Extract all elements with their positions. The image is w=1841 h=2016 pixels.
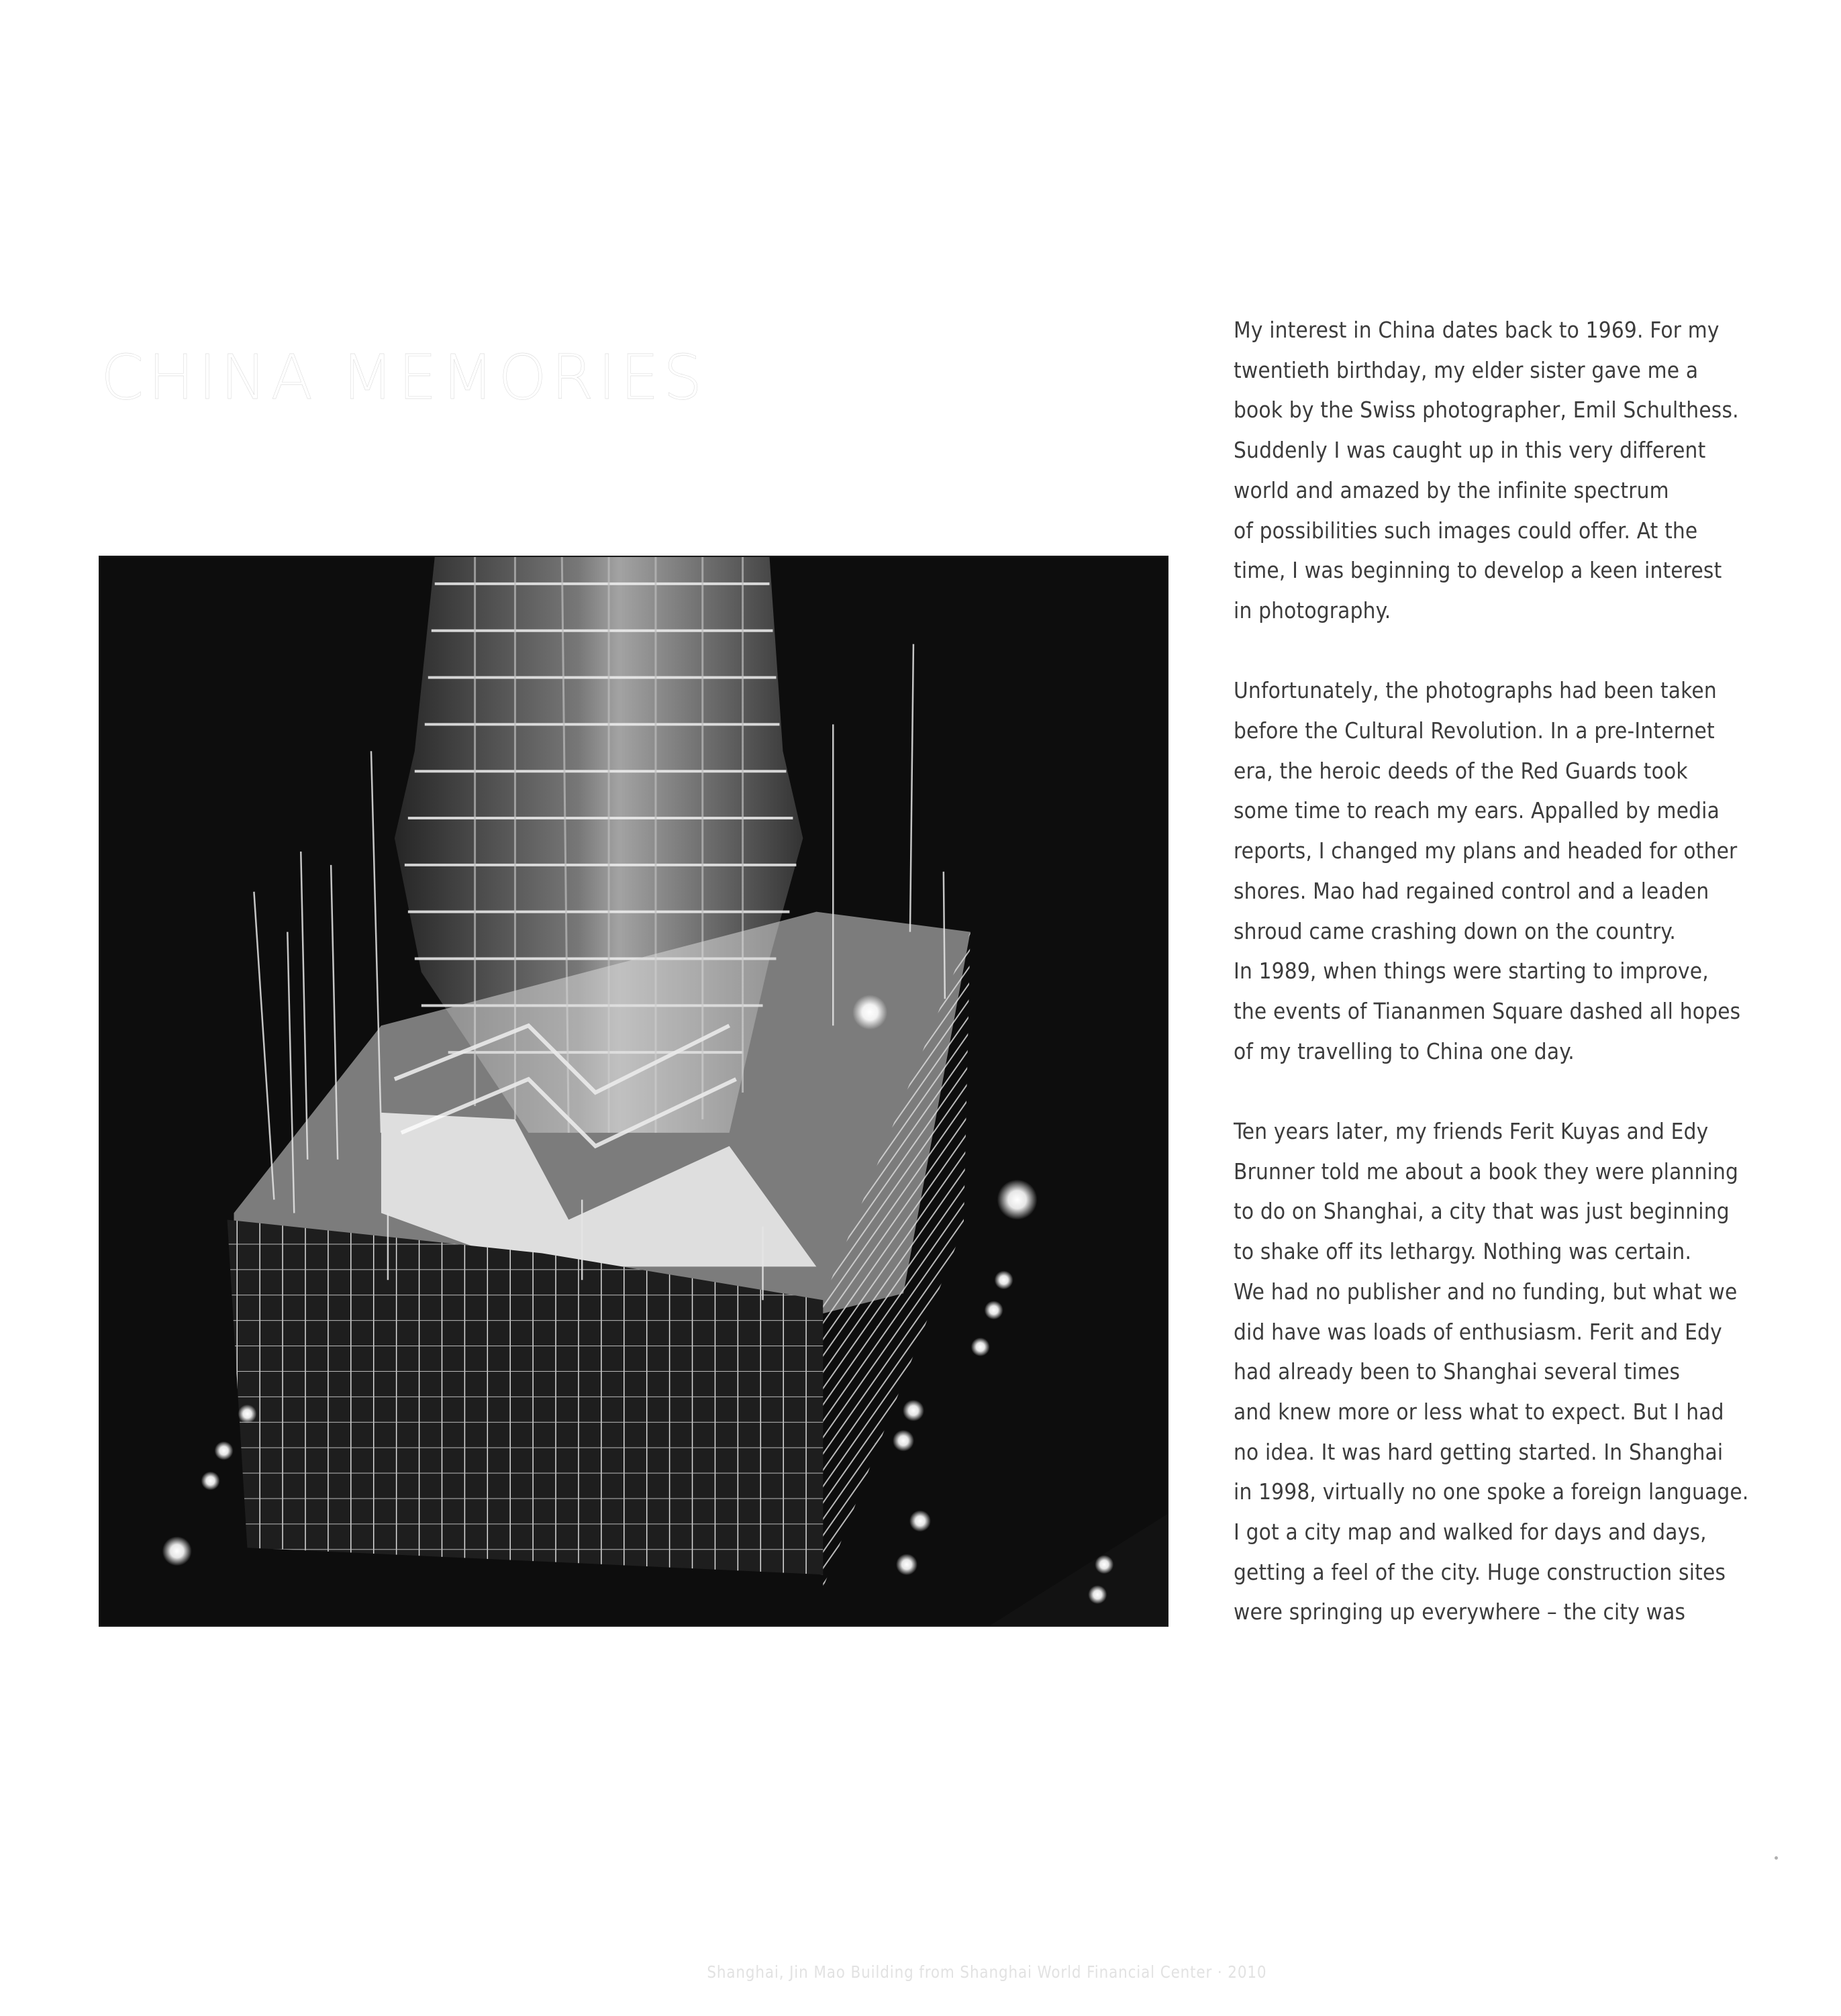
text-line: were springing up everywhere – the city was: [1234, 1599, 1686, 1625]
jin-mao-building-image: [100, 557, 1167, 1625]
text-line: My interest in China dates back to 1969. For my: [1234, 317, 1720, 343]
text-line: did have was loads of enthusiasm. Ferit and Edy: [1234, 1318, 1722, 1345]
paragraph-3: [1234, 1111, 1771, 1632]
text-line: Ten years later, my friends Ferit Kuyas and Edy: [1234, 1118, 1709, 1145]
text-line: before the Cultural Revolution. In a pre-Internet: [1234, 717, 1715, 744]
photo-caption: Shanghai, Jin Mao Building from Shanghai World Financial Center · 2010: [707, 1962, 1267, 1982]
text-line: time, I was beginning to develop a keen interest: [1234, 557, 1722, 584]
text-line: We had no publisher and no funding, but what we: [1234, 1278, 1738, 1305]
text-line: twentieth birthday, my elder sister gave me a: [1234, 356, 1699, 383]
text-line: I got a city map and walked for days and days,: [1234, 1519, 1707, 1546]
text-line: and knew more or less what to expect. But I had: [1234, 1398, 1724, 1425]
page-title: CHINA MEMORIES: [101, 341, 707, 413]
paragraph-2: [1234, 670, 1771, 1071]
text-line: reports, I changed my plans and headed for other: [1234, 838, 1738, 864]
text-line: getting a feel of the city. Huge construction sites: [1234, 1558, 1726, 1585]
body-text: [1234, 310, 1771, 1672]
text-line: book by the Swiss photographer, Emil Schulthess.: [1234, 397, 1739, 423]
text-line: era, the heroic deeds of the Red Guards took: [1234, 757, 1688, 784]
text-line: to shake off its lethargy. Nothing was certain.: [1234, 1238, 1692, 1265]
text-line: in photography.: [1234, 597, 1391, 623]
text-line: world and amazed by the infinite spectrum: [1234, 476, 1669, 503]
text-line: some time to reach my ears. Appalled by media: [1234, 797, 1720, 824]
text-line: had already been to Shanghai several times: [1234, 1358, 1681, 1385]
text-line: Unfortunately, the photographs had been taken: [1234, 677, 1717, 704]
text-line: the events of Tiananmen Square dashed all hopes: [1234, 997, 1741, 1024]
building-photo: [99, 556, 1168, 1627]
text-line: to do on Shanghai, a city that was just beginning: [1234, 1198, 1730, 1225]
text-line: in 1998, virtually no one spoke a foreign language.: [1234, 1478, 1749, 1505]
text-line: of my travelling to China one day.: [1234, 1038, 1575, 1064]
text-line: Suddenly I was caught up in this very different: [1234, 437, 1706, 464]
scan-speck: [1775, 1856, 1778, 1860]
text-line: of possibilities such images could offer. At the: [1234, 517, 1698, 544]
text-line: Brunner told me about a book they were planning: [1234, 1158, 1739, 1185]
text-line: no idea. It was hard getting started. In Shanghai: [1234, 1438, 1724, 1465]
paragraph-1: [1234, 310, 1771, 631]
text-line: shores. Mao had regained control and a leaden: [1234, 877, 1709, 904]
text-line: shroud came crashing down on the country.: [1234, 917, 1677, 944]
text-line: In 1989, when things were starting to improve,: [1234, 958, 1709, 985]
